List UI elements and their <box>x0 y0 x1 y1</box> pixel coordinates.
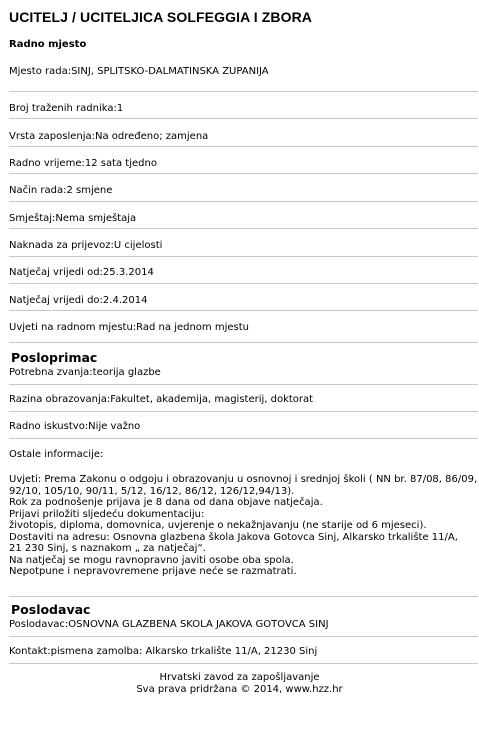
employment-type: Vrsta zaposlenja:Na određeno; zamjena <box>9 131 209 142</box>
employer-heading: Poslodavac <box>11 602 91 617</box>
work-mode: Način rada:2 smjene <box>9 185 113 196</box>
footer <box>0 672 479 696</box>
divider <box>9 201 478 202</box>
work-location: Mjesto rada:SINJ, SPLITSKO-DALMATINSKA ZUPANIJA <box>9 66 269 77</box>
other-info-line: Nepotpune i nepravovremene prijave neće se razmatrati. <box>9 566 297 577</box>
other-info-line: Uvjeti: Prema Zakonu o odgoju i obrazovanju u osnovnoj i srednjoj školi ( NN br. 87/08, 86/09, <box>9 474 478 485</box>
divider <box>9 283 478 284</box>
divider <box>9 91 478 92</box>
employer-name: Poslodavac:OSNOVNA GLAZBENA SKOLA JAKOVA GOTOVCA SINJ <box>9 619 329 630</box>
divider <box>9 310 478 311</box>
divider <box>9 636 478 637</box>
divider <box>9 118 478 119</box>
other-info-line: 21 230 Sinj, s naznakom „ za natječaj“. <box>9 543 206 554</box>
divider <box>9 411 478 412</box>
workplace-heading: Radno mjesto <box>9 39 87 50</box>
divider <box>9 596 478 597</box>
other-info-heading: Ostale informacije: <box>9 449 104 460</box>
other-info-line: Prijavi priložiti sljedeću dokumentaciju: <box>9 508 205 520</box>
workers-count: Broj traženih radnika:1 <box>9 103 124 114</box>
working-hours: Radno vrijeme:12 sata tjedno <box>9 158 157 169</box>
valid-from: Natječaj vrijedi od:25.3.2014 <box>9 267 154 278</box>
employer-contact: Kontakt:pismena zamolba: Alkarsko trkalište 11/A, 21230 Sinj <box>9 646 318 657</box>
divider <box>9 228 478 229</box>
experience: Radno iskustvo:Nije važno <box>9 421 141 432</box>
education-level: Razina obrazovanja:Fakultet, akademija, magisterij, doktorat <box>9 394 314 405</box>
divider <box>9 663 478 664</box>
other-info-line: Rok za podnošenje prijava je 8 dana od dana objave natječaja. <box>9 497 323 508</box>
work-conditions: Uvjeti na radnom mjestu:Rad na jednom mjestu <box>9 322 249 333</box>
employee-heading: Posloprimac <box>11 350 98 365</box>
other-info-text <box>9 474 478 578</box>
valid-to: Natječaj vrijedi do:2.4.2014 <box>9 295 148 306</box>
footer-copyright: Sva prava pridržana © 2014, www.hzz.hr <box>136 684 343 695</box>
travel-compensation: Naknada za prijevoz:U cijelosti <box>9 240 163 251</box>
other-info-line: 92/10, 105/10, 90/11, 5/12, 16/12, 86/12, 126/12,94/13). <box>9 485 295 497</box>
divider <box>9 384 478 385</box>
qualifications: Potrebna zvanja:teorija glazbe <box>9 367 161 378</box>
accommodation: Smještaj:Nema smještaja <box>9 213 137 224</box>
other-info-line: životopis, diploma, domovnica, uvjerenje o nekažnjavanju (ne starije od 6 mjeseci). <box>9 520 427 531</box>
footer-org: Hrvatski zavod za zapošljavanje <box>159 672 320 683</box>
other-info-line: Dostaviti na adresu: Osnovna glazbena škola Jakova Gotovca Sinj, Alkarsko trkalište 11/A, <box>9 531 458 543</box>
divider <box>9 438 478 439</box>
divider <box>9 342 478 343</box>
divider <box>9 146 478 147</box>
divider <box>9 173 478 174</box>
divider <box>9 256 478 257</box>
other-info-line: Na natječaj se mogu ravnopravno javiti osobe oba spola. <box>9 554 294 566</box>
page-title: UCITELJ / UCITELJICA SOLFEGGIA I ZBORA <box>9 9 312 25</box>
